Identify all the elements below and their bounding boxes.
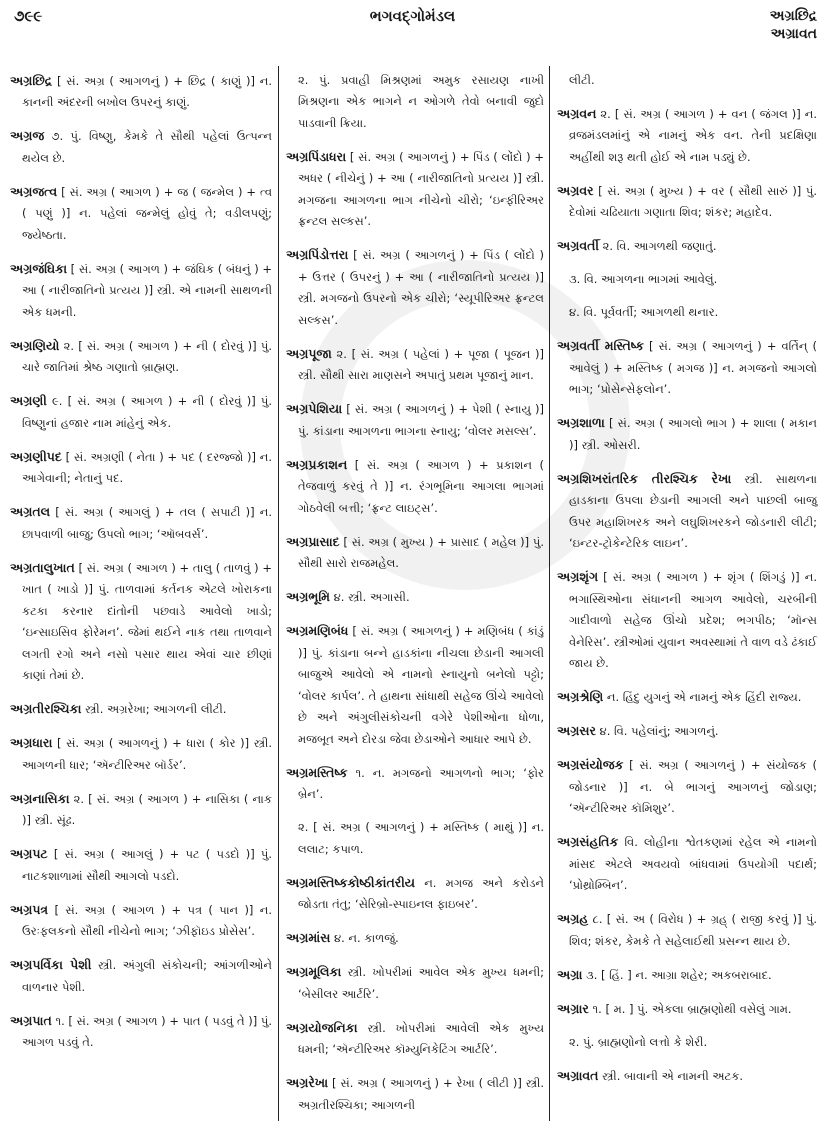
dictionary-entry <box>10 899 272 943</box>
dictionary-entry <box>10 954 272 998</box>
entry-continuation <box>557 70 817 92</box>
definition: સ્ત્રી. સાથળના હાડકાના ઉપલા છેડાની આગલી અને પાછલી બાજુ ઉપર મહાશિખરક અને લઘુશિખરકને જોડનારી લીટી; ‘ઇન્ટર-ટ્રોકેન્ટેરિક લાઇન’. <box>569 471 817 550</box>
headword: અગ્રણિયો <box>10 337 60 353</box>
definition: ૧. ન. મગજનો આગળનો ભાગ; ‘ફોર બ્રેન’. <box>298 765 544 801</box>
dictionary-entry <box>10 446 272 490</box>
definition: સ્ત્રી. અગ્રરેખા; આગળની લીટી. <box>81 702 227 716</box>
headword: અગ્રાર <box>557 1000 589 1016</box>
definition: સ્ત્રી. ખોપરીમાં આવેલ એક મુખ્ય ધમની; ‘બેસીલર આર્ટરિ’. <box>298 965 544 1001</box>
dictionary-entry <box>286 762 544 806</box>
dictionary-entry <box>10 125 272 169</box>
dictionary-entry <box>557 235 817 258</box>
dictionary-entry <box>286 620 544 750</box>
headword: અગ્રપ્રાસાદ <box>286 533 340 549</box>
column-2 <box>286 58 544 1128</box>
dictionary-entry <box>286 146 544 233</box>
guide-word-first: અગ્રછિદ્ર <box>769 8 817 24</box>
headword: અગ્રતીરશ્ચિકા <box>10 701 82 716</box>
definition: [ સં. અગ્ર ( આગલું ) + તલ ( સપાટી )] ન. છાપવાળી બાજુ; ઉપલો ભાગ; ‘ઑબવર્સ’. <box>22 505 272 541</box>
dictionary-entry <box>286 454 544 520</box>
dictionary-entry <box>10 732 272 776</box>
running-title: ભગવદ્ગોમંડલ <box>369 7 456 25</box>
dictionary-entry <box>557 964 817 987</box>
column-3 <box>557 58 817 1128</box>
dictionary-entry <box>286 961 544 1005</box>
definition: [ સં. અગ્ર ( આગળનું ) + સંયોજક ( જોડનાર )] ન. બે ભાગનું આગળનું જોડાણ; ‘ઍન્ટીરિઅર કૉમિશુર’. <box>569 758 817 815</box>
headword: અગ્રતાલુખાત <box>10 559 75 575</box>
definition: ૨. [ સં. અગ્ર ( આગળ ) + નાસિકા ( નાક )] સ્ત્રી. સૂંઢ. <box>22 791 272 827</box>
page-number: ૭૯૯ <box>14 7 43 25</box>
definition: [ સં. અગ્ર ( આગળનું ) + ધારા ( કોર )] સ્ત્રી. આગળની ધાર; ‘ઍન્ટીરિઅર બૉર્ડર’. <box>22 736 272 772</box>
dictionary-entry <box>10 843 272 887</box>
definition: ૨. [ સં. અગ્ર ( આગળ ) + ની ( દોરવું )] પું. ચારે જાતિમાં શ્રેષ્ઠ ગણાતો બ્રાહ્મણ. <box>22 338 272 374</box>
headword: અગ્રવન <box>557 105 597 121</box>
definition: સ્ત્રી. અંગુલી સંકોચની; આંગળીઓને વાળનાર પેશી. <box>22 958 273 994</box>
headword: અગ્રપૂજા <box>286 345 332 361</box>
dictionary-entry <box>10 335 272 379</box>
headword: અગ્રા <box>557 966 583 982</box>
definition: [ સં. અગ્ર ( આગળનું ) + પેશી ( સ્નાયુ )] પું. કાંડાના આગળના ભાગના સ્નાયુ; ‘વોલર મસલ્સ’. <box>298 402 544 438</box>
definition: [ સં. અગ્ર ( આગળ ) + શૃંગ ( શિંગડું )] ન. ભગાસ્થિઓના સંધાનની આગળ આવેલો, ચરબીની ગાદીવાળો સહેજ ઊંચો પ્રદેશ; ભગપીઠ; ‘મૉન્સ વેનેરિસ’. સ્ત્રીઓમાં યુવાન અવસ્થામાં તે વાળ વડે ઢંકાઈ જાય છે. <box>569 570 817 670</box>
headword: અગ્રહ <box>557 911 589 926</box>
definition: [ સં. અગ્ર ( આગળનું ) + વર્તિન્ ( આવેલું ) + મસ્તિષ્ક ( મગજ )] ન. મગજનો આગલો ભાગ; ‘પ્રોસેન્સેફલોન’. <box>569 339 818 396</box>
dictionary-entry <box>557 412 817 456</box>
headword: અગ્રપેશિયા <box>286 401 343 416</box>
headword: અગ્રમસ્તિષ્ક <box>286 764 348 780</box>
headword: અગ્રતલ <box>10 504 51 519</box>
definition: [ સં. અગ્ર ( આગલો ભાગ ) + શાલા ( મકાન )] સ્ત્રી. ઓસરી. <box>569 416 817 452</box>
dictionary-entry <box>286 1017 544 1061</box>
dictionary-entry <box>286 531 544 575</box>
dictionary-entry <box>286 1072 544 1116</box>
dictionary-entry <box>557 754 817 820</box>
headword: અગ્રણી <box>10 393 47 408</box>
definition: સ્ત્રી. ખોપરીમાં આવેલી એક મુખ્ય ધમની; ‘ઍન્ટીરિઅર કૉમ્યુનિકેટિંગ આર્ટરિ’. <box>298 1020 544 1056</box>
dictionary-entry <box>557 831 817 897</box>
dictionary-entry <box>286 927 544 950</box>
dictionary-entry <box>557 180 817 224</box>
definition: [ સં. અગ્ર ( મુખ્ય ) + પ્રાસાદ ( મહેલ )] પું. સૌથી સારો રાજમહેલ. <box>298 534 544 570</box>
headword: અગ્રપિંડોત્તરા <box>286 247 349 262</box>
definition: ૪. વિ. પહેલાંનું; આગળનું. <box>595 724 719 738</box>
definition: ૯. [ સં. અગ્ર ( આગળ ) + ની ( દોરવું )] પું. વિષ્ણુનાં હજાર નામ માંહેનું એક. <box>22 394 272 430</box>
dictionary-sense <box>557 302 817 324</box>
headword: અગ્રમસ્તિષ્કકોષ્ઠીકાંતરીય <box>286 874 416 890</box>
dictionary-entry <box>557 720 817 743</box>
definition: ૧. [ સં. અગ્ર ( આગળ ) + પાત ( પડવું તે )] પું. આગળ પડવું તે. <box>22 1013 272 1049</box>
headword: અગ્રરેખા <box>286 1075 329 1090</box>
dictionary-entry <box>10 698 272 721</box>
dictionary-sense <box>557 269 817 291</box>
dictionary-entry <box>10 181 272 247</box>
definition: [ સં. અગ્ર ( આગળનું ) + પિંડ ( લોંદો ) + ઉત્તર ( ઉપરનું ) + આ ( નારીજાતિનો પ્રત્યય )] સ્ત્રી. મગજનો ઉપરનો એક ચીરો; ‘સ્યૂપીરિઅર ફ્રન્ટલ સલ્કસ’. <box>298 248 544 327</box>
definition: ૮. [ સં. અ ( વિરોધ ) + ગ્રહ્ ( રાજી કરવું )] પું. શિવ; શંકર, કેમકે તે સહેલાઈથી પ્રસન્ન થાય છે. <box>569 912 817 948</box>
column-1 <box>10 58 272 1128</box>
headword: અગ્રવર્તી <box>557 238 599 253</box>
headword: અગ્રાવત <box>557 1067 599 1083</box>
headword: અગ્રણીપદ <box>10 448 62 464</box>
headword: અગ્રધારા <box>10 735 53 750</box>
dictionary-entry <box>557 686 817 709</box>
headword: અગ્રવર્તી મસ્તિષ્ક <box>557 338 644 353</box>
definition: [ સં. અગ્ર ( આગળ ) + પત્ર ( પાન )] ન. ઉરઃફલકનો સૌથી નીચેનો ભાગ; ‘ઝીફૉઇડ પ્રોસેસ’. <box>22 902 272 938</box>
definition: વિ. લોહીના શ્વેતકણમાં રહેલ એ નામનો માંસદ એટલે અવયવો બાંધવામાં ઉપયોગી પદાર્થ; ‘પ્રોથ્રોમ્બિન’. <box>569 835 817 892</box>
definition: ૨. [ સં. અગ્ર ( પહેલાં ) + પૂજા ( પૂજન )] સ્ત્રી. સૌથી સારા માણસને અપાતું પ્રથમ પૂજાનું માન. <box>298 346 544 382</box>
definition: [ સં. અગ્ર ( આગળ ) + જંઘિક ( બંધનું ) + આ ( નારીજાતિનો પ્રત્યય )] સ્ત્રી. એ નામની સાથળની એક ધમની. <box>22 261 272 319</box>
headword: અગ્રયોજનિકા <box>286 1019 358 1035</box>
headword: અગ્રપ્રકાશન <box>286 456 348 472</box>
definition: ન. મગજ અને કરોડને જોડતા તંતુ; ‘સેરિબ્રો-સ્પાઇનલ ફાઇબર’. <box>298 875 544 911</box>
headword: અગ્રસર <box>557 723 596 738</box>
definition: [ સં. અગ્ર ( આગળનું ) + છિદ્ર ( કાણું )] ન. કાનની અંદરની બખોલ ઉપરનું કાણું. <box>22 73 272 109</box>
dictionary-entry <box>557 335 817 401</box>
headword: અગ્રશ્રેણિ <box>557 689 604 704</box>
dictionary-sense <box>286 70 544 135</box>
headword: અગ્રછિદ્ર <box>10 72 53 88</box>
headword: અગ્રસંયોજક <box>557 757 624 772</box>
definition: [ સં. અગ્ર ( આગલું ) + પટ ( પડદો )] પું. નાટકશાળામાં સૌથી આગલો પડદો. <box>22 847 272 883</box>
definition: [ સં. અગ્ર ( આગળ ) + તાલુ ( તાળવું ) + ખાત ( ખાડો )] પું. તાળવામાં કર્તનક એટલે ખોરાકના કટકા કરનાર દાંતોની પછવાડે આવેલો ખાડો; ‘ઇન્સાઇસિવ ફોરેમન’. જેમાં થઈને નાક તથા તાળવાને લગતી રગો અને નસો પસાર થાય એવાં ચાર છીણાં કાણાં તેમાં છે. <box>22 560 272 682</box>
dictionary-entry <box>10 557 272 687</box>
headword: અગ્રમાંસ <box>286 930 331 945</box>
dictionary-entry <box>286 398 544 442</box>
dictionary-entry <box>286 872 544 916</box>
dictionary-entry <box>10 258 272 324</box>
definition: ૪. ન. કાળજું. <box>330 931 399 945</box>
definition: [ સં. અગ્ર ( આગળનું ) + રેખા ( લીટી )] સ્ત્રી. અગ્રતીરશ્ચિકા; આગળની <box>298 1076 544 1112</box>
headword: અગ્રનાસિકા <box>10 790 70 806</box>
headword: અગ્રસંહતિક <box>557 834 619 849</box>
definition: [ સં. અગ્ર ( મુખ્ય ) + વર ( સૌથી સારું )] પું. દેવોમાં ચઢિયાતા ગણાતા શિવ; શંકર; મહાદેવ. <box>569 183 817 219</box>
definition: ૪. વિ. પૂર્વવર્તી; આગળથી થનાર. <box>569 305 719 319</box>
dictionary-entry <box>557 103 817 169</box>
dictionary-columns <box>0 58 825 1128</box>
headword: અગ્રમૂલિકા <box>286 964 342 979</box>
dictionary-sense <box>286 817 544 860</box>
definition: ૨. [ સં. અગ્ર ( આગળનું ) + મસ્તિષ્ક ( માથું )] ન. લલાટ; કપાળ. <box>298 820 544 856</box>
headword: અગ્રશાળા <box>557 415 605 430</box>
definition: સ્ત્રી. બાવાની એ નામની અટક. <box>598 1068 743 1083</box>
dictionary-entry <box>557 998 817 1021</box>
definition: ૨. [ સં. અગ્ર ( આગળ ) + વન ( જંગલ )] ન. વ્રજમંડલમાંનું એ નામનું એક વન. તેની પ્રદક્ષિણા અહીંથી શરૂ થતી હોઈ એ નામ પડ્યું છે. <box>569 106 817 164</box>
definition: [ સં. અગ્રણી ( નેતા ) + પદ ( દરજ્જો )] ન. આગેવાની; નેતાનું પદ. <box>22 449 272 485</box>
definition: [ સં. અગ્ર ( આગળનું ) + મણિબંધ ( કાંડું )] પું. કાંડાના બન્ને હાડકાંના નીચલા છેડાની આગલી બાજુએ આવેલો એ નામનો સ્નાયુનો બનેલો પટ્ટો; ‘વોલર કાર્પલ’. તે હાથના સાંધાથી સહેજ ઊંચે આવેલો છે અને અંગુલીસંકોચની વગેરે પેશીઓના ધોળા, મજબૂત અને દોરડા જેવા છેડાઓને આધાર આપે છે. <box>298 624 544 746</box>
headword: અગ્રપટ <box>10 846 48 861</box>
headword: અગ્રભૂમિ <box>286 589 330 604</box>
headword: અગ્રશિખરાંતરિક તીરશ્ચિક રેખા <box>557 470 732 486</box>
guide-words <box>770 7 817 43</box>
dictionary-entry <box>286 586 544 609</box>
dictionary-entry <box>10 390 272 434</box>
definition: ૭. પું. વિષ્ણુ, કેમકે તે સૌથી પહેલાં ઉત્પન્ન થયેલ છે. <box>22 129 272 165</box>
guide-word-last: અગ્રાવત <box>770 26 817 42</box>
definition: ૩. વિ. આગળના ભાગમાં આવેલું. <box>569 272 718 286</box>
dictionary-entry <box>286 343 544 387</box>
dictionary-entry <box>286 244 544 331</box>
headword: અગ્રપત્ર <box>10 901 49 917</box>
page-header <box>0 0 825 56</box>
headword: અગ્રપાત <box>10 1012 52 1028</box>
definition: ૧. [ મ. ] પું. એકલા બ્રાહ્મણોથી વસેલું ગામ. <box>588 1001 792 1016</box>
dictionary-entry <box>557 566 817 675</box>
dictionary-entry <box>10 788 272 832</box>
dictionary-entry <box>10 1010 272 1054</box>
headword: અગ્રજ <box>10 128 45 143</box>
dictionary-entry <box>557 468 817 555</box>
dictionary-entry <box>10 70 272 114</box>
definition: ૨. પું. પ્રવાહી મિશ્રણમાં અમુક રસાયણ નાખી મિશ્રણના એક ભાગને ન ઓગળે તેવો બનાવી જુદો પાડવાની ક્રિયા. <box>298 72 544 130</box>
dictionary-sense <box>557 1032 817 1054</box>
headword: અગ્રપિંડાધરા <box>286 148 347 164</box>
definition: [ સં. અગ્ર ( આગળ ) + પ્રકાશન ( તેજવાળું કરવું તે )] ન. રંગભૂમિના આગલા ભાગમાં ગોઠવેલી બત્તી; ‘ફ્રન્ટ લાઇટ્સ’. <box>298 457 544 515</box>
headword: અગ્રજંઘિકા <box>10 260 68 276</box>
definition: ૪. સ્ત્રી. અગાસી. <box>329 590 410 604</box>
definition: લીટી. <box>569 72 595 87</box>
headword: અગ્રવર <box>557 182 594 198</box>
dictionary-entry <box>557 1065 817 1088</box>
headword: અગ્રમણિબંધ <box>286 623 349 638</box>
dictionary-entry <box>10 501 272 545</box>
headword: અગ્રપર્વિકા પેશી <box>10 957 92 972</box>
headword: અગ્રશૃંગ <box>557 569 599 584</box>
definition: ૩. [ હિં. ] ન. આગ્રા શહેર; અકબરાબાદ. <box>582 967 772 982</box>
definition: [ સં. અગ્ર ( આગળ ) + જ ( જન્મેલ ) + ત્વ ( પણું )] ન. પહેલાં જન્મેલું હોવું તે; વડીલપણું; જ્યેષ્ઠતા. <box>22 184 272 242</box>
definition: [ સં. અગ્ર ( આગળનું ) + પિંડ ( લોંદો ) + અધર ( નીચેનું ) + આ ( નારીજાતિનો પ્રત્યય )] સ્ત્રી. મગજના આગળના ભાગ નીચેનો ચીરો; ‘ઇન્ફીરિઅર ફ્રન્ટલ સલ્કસ’. <box>298 149 544 228</box>
headword: અગ્રજત્વ <box>10 183 58 199</box>
definition: ૨. વિ. આગળથી જણાતું. <box>598 239 717 253</box>
definition: ન. હિંદુ યુગનું એ નામનું એક હિંદી રાજ્ય. <box>603 690 802 704</box>
dictionary-entry <box>557 908 817 952</box>
definition: ૨. પું. બ્રાહ્મણોનો લત્તો કે શેરી. <box>569 1034 708 1049</box>
